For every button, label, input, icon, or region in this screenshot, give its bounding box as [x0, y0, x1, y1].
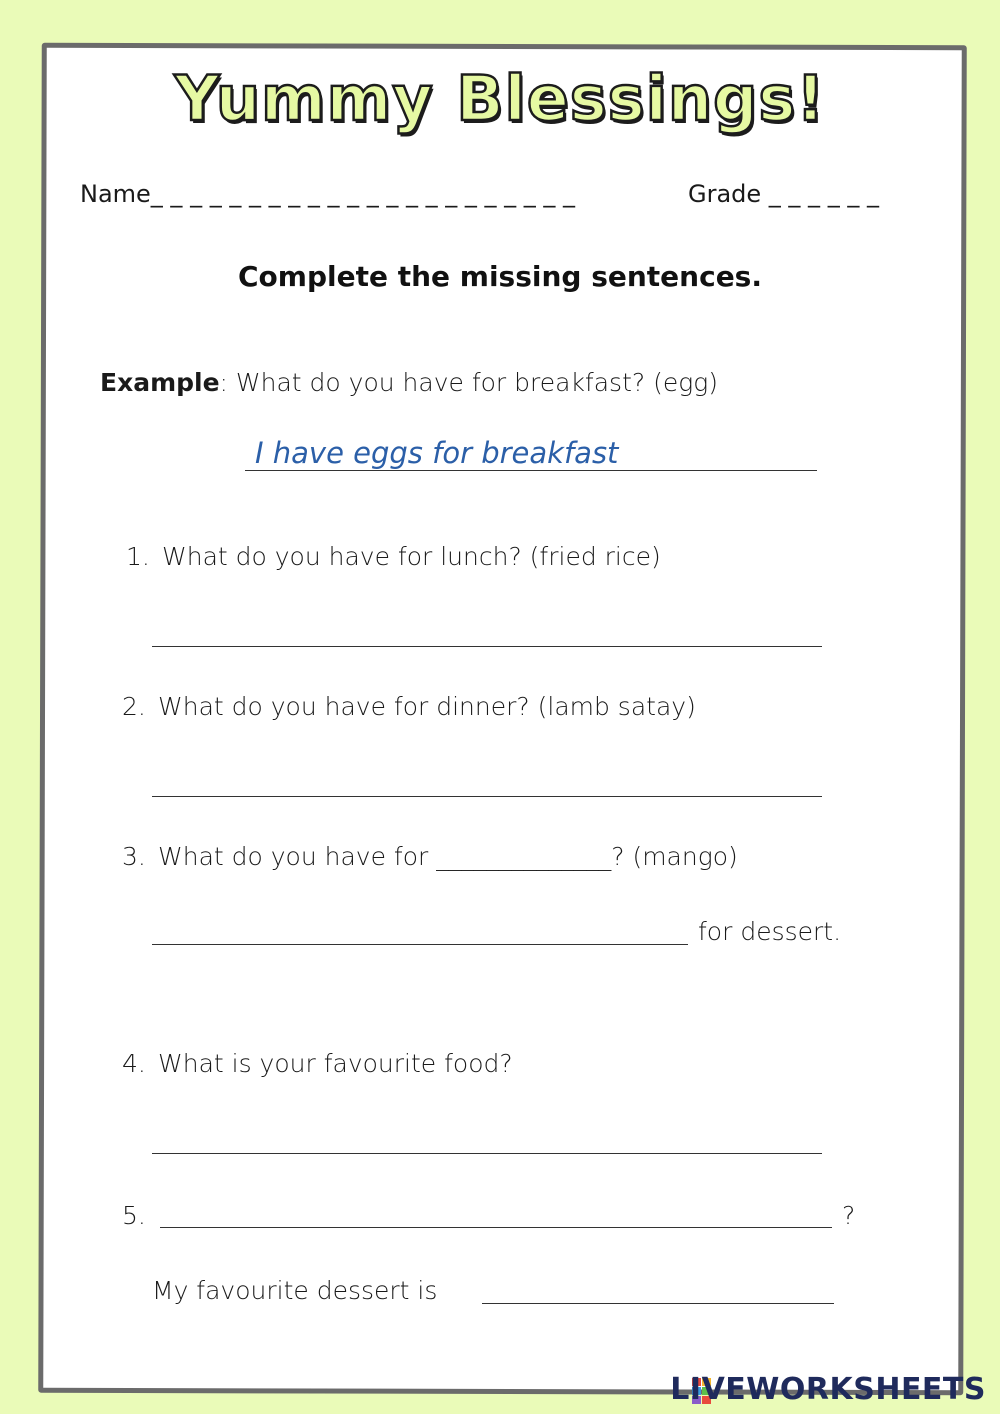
question-text: What do you have for ______________? (mango): [158, 842, 738, 871]
grade-field-label: Grade _ _ _ _ _ _: [688, 180, 879, 208]
question-number: 4.: [122, 1049, 146, 1078]
answer-input-3b[interactable]: [152, 944, 688, 945]
question-5-end: ?: [842, 1201, 856, 1230]
question-number: 2.: [122, 692, 146, 721]
example-label: Example: [100, 368, 220, 397]
question-2: [122, 692, 696, 721]
question-3: [122, 842, 738, 871]
question-4: [122, 1049, 513, 1078]
question-text: What do you have for lunch? (fried rice): [162, 542, 661, 571]
name-field-label: Name_ _ _ _ _ _ _ _ _ _ _ _ _ _ _ _ _ _ _ _ _ _: [80, 180, 576, 208]
question-5-follow: My favourite dessert is: [152, 1276, 438, 1305]
instruction-text: Complete the missing sentences.: [238, 260, 762, 293]
question-3-follow: for dessert.: [698, 917, 842, 946]
answer-input-5b[interactable]: [482, 1303, 834, 1304]
example-question-text: : What do you have for breakfast? (egg): [219, 368, 718, 397]
question-text: What is your favourite food?: [158, 1049, 513, 1078]
liveworksheets-watermark: LIVEWORKSHEETS: [670, 1372, 986, 1407]
question-number: 3.: [122, 842, 146, 871]
answer-input-4[interactable]: [152, 1153, 822, 1154]
answer-input-1[interactable]: [152, 646, 822, 647]
question-number: 1.: [126, 542, 150, 571]
answer-input-2[interactable]: [152, 796, 822, 797]
example-answer: I have eggs for breakfast: [255, 436, 619, 470]
example-answer-line: [245, 470, 817, 471]
answer-input-5a[interactable]: [160, 1227, 832, 1228]
question-1: [126, 542, 661, 571]
worksheet-title: Yummy Blessings!: [174, 62, 826, 135]
question-5: [122, 1201, 158, 1230]
question-text: What do you have for dinner? (lamb satay): [158, 692, 696, 721]
example-question: [100, 368, 718, 397]
question-number: 5.: [122, 1201, 146, 1230]
